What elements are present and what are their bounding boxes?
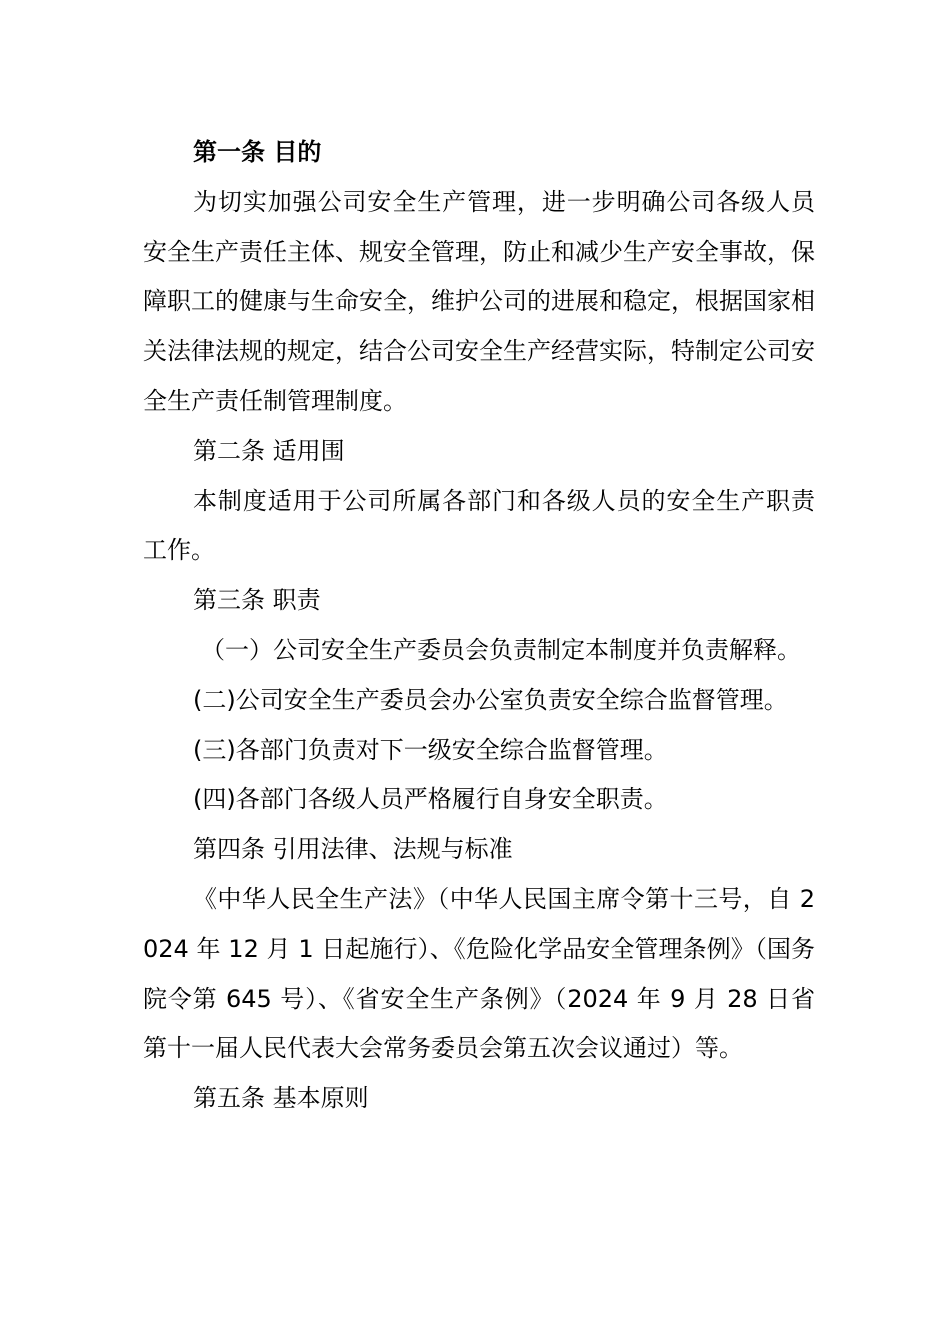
article-1-body: 为切实加强公司安全生产管理，进一步明确公司各级人员安全生产责任主体、规安全管理，防止和减少生产安全事故，保障职工的健康与生命安全，维护公司的进展和稳定，根据国家相关法律法规的规定，结合公司安全生产经营实际，特制定公司安全生产责任制管理制度。 (143, 187, 815, 415)
article-1-title: 第一条 目的 (193, 138, 322, 166)
article-5-title: 第五条 基本原则 (193, 1084, 369, 1113)
article-2-body: 本制度适用于公司所属各部门和各级人员的安全生产职责工作。 (143, 486, 815, 565)
article-2-title: 第二条 适用围 (193, 436, 345, 465)
document-body (143, 128, 815, 1124)
article-4-title: 第四条 引用法律、法规与标准 (193, 835, 513, 864)
article-3-item-2: (二)公司安全生产委员会办公室负责安全综合监督管理。 (193, 685, 788, 714)
article-3-item-1: （一）公司安全生产委员会负责制定本制度并负责解释。 (201, 635, 801, 664)
article-3-item-4: (四)各部门各级人员严格履行自身安全职责。 (193, 785, 668, 814)
article-3-item-3: (三)各部门负责对下一级安全综合监督管理。 (193, 735, 668, 764)
article-3-title: 第三条 职责 (193, 586, 321, 615)
article-4-body: 《中华人民全生产法》（中华人民国主席令第十三号，自 2024 年 12 月 1 日起施行）、《危险化学品安全管理条例》（国务院令第 645 号）、《省安全生产条例》（2024 年 9 月 28 日省第十一届人民代表大会常务委员会第五次会议通过）等。 (143, 884, 815, 1063)
